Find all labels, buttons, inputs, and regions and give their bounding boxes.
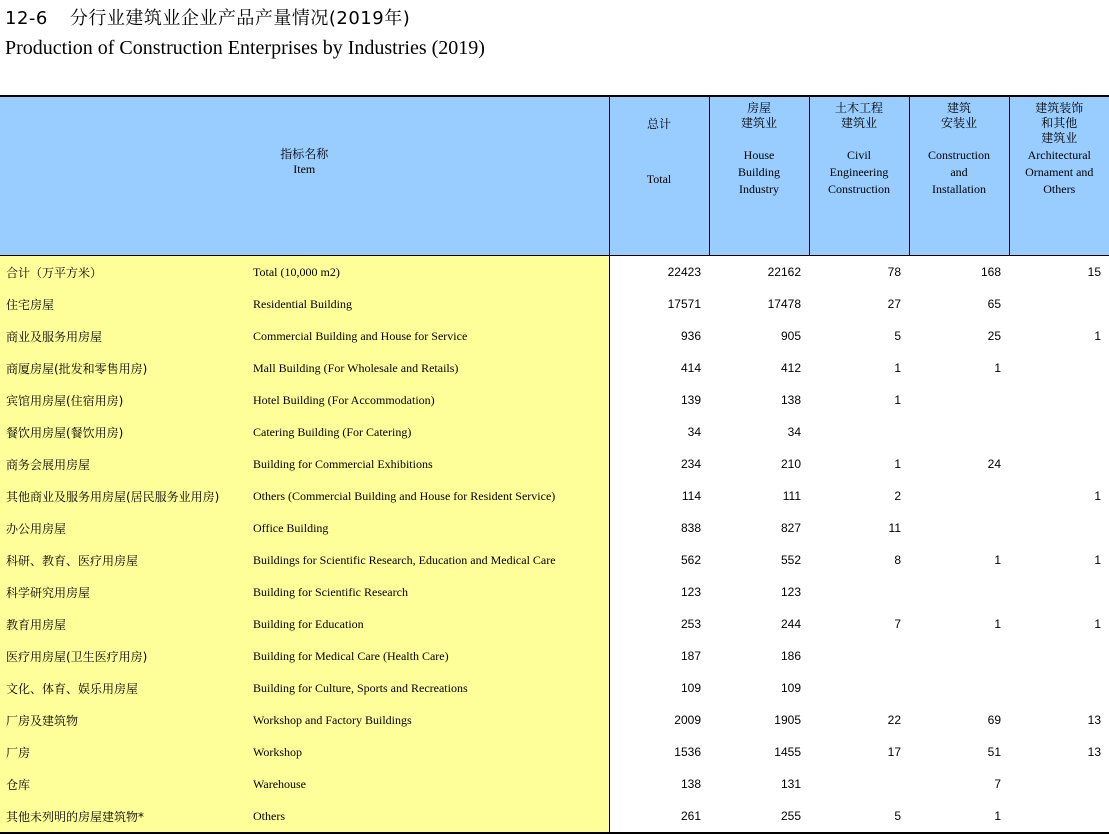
table-row xyxy=(0,416,1109,448)
header-civil-engineering-en: Civil Engineering Construction xyxy=(810,147,909,198)
header-total-cn: 总计 xyxy=(610,97,709,147)
row-label-en: Mall Building (For Wholesale and Retails) xyxy=(248,352,609,384)
cell-value: 253 xyxy=(609,608,709,640)
header-item-cn: 指标名称 xyxy=(180,145,428,162)
row-label-en: Buildings for Scientific Research, Education and Medical Care xyxy=(248,544,609,576)
header-installation-cn: 建筑 安装业 xyxy=(910,97,1009,147)
cell-value: 138 xyxy=(609,768,709,800)
cell-value: 51 xyxy=(909,736,1009,768)
table-row xyxy=(0,704,1109,736)
cell-value: 5 xyxy=(809,800,909,833)
cell-value xyxy=(1009,768,1109,800)
cell-value xyxy=(909,672,1009,704)
cell-value: 412 xyxy=(709,352,809,384)
cell-value: 11 xyxy=(809,512,909,544)
row-label-cn: 科学研究用房屋 xyxy=(0,576,248,608)
cell-value xyxy=(1009,640,1109,672)
cell-value: 1 xyxy=(809,448,909,480)
row-label-en: Building for Scientific Research xyxy=(248,576,609,608)
table-row xyxy=(0,736,1109,768)
cell-value: 138 xyxy=(709,384,809,416)
cell-value: 210 xyxy=(709,448,809,480)
cell-value: 168 xyxy=(909,256,1009,289)
row-label-cn: 商厦房屋(批发和零售用房) xyxy=(0,352,248,384)
cell-value: 1 xyxy=(909,608,1009,640)
header-item-en: Item xyxy=(124,162,485,177)
row-label-cn: 商业及服务用房屋 xyxy=(0,320,248,352)
cell-value: 234 xyxy=(609,448,709,480)
table-row xyxy=(0,800,1109,833)
header-civil-engineering xyxy=(809,96,909,256)
header-installation xyxy=(909,96,1009,256)
cell-value: 123 xyxy=(709,576,809,608)
cell-value: 187 xyxy=(609,640,709,672)
table-row xyxy=(0,384,1109,416)
header-house-building-en: House Building Industry xyxy=(710,147,809,198)
cell-value: 2 xyxy=(809,480,909,512)
cell-value: 22423 xyxy=(609,256,709,289)
page-title-en: Production of Construction Enterprises by Industries (2019) xyxy=(5,37,485,60)
row-label-cn: 其他未列明的房屋建筑物* xyxy=(0,800,248,833)
cell-value: 17478 xyxy=(709,288,809,320)
cell-value: 109 xyxy=(609,672,709,704)
row-label-en: Catering Building (For Catering) xyxy=(248,416,609,448)
cell-value: 22 xyxy=(809,704,909,736)
row-label-cn: 住宅房屋 xyxy=(0,288,248,320)
row-label-cn: 教育用房屋 xyxy=(0,608,248,640)
row-label-en: Workshop and Factory Buildings xyxy=(248,704,609,736)
header-house-building xyxy=(709,96,809,256)
cell-value xyxy=(909,640,1009,672)
cell-value: 1455 xyxy=(709,736,809,768)
row-label-en: Building for Medical Care (Health Care) xyxy=(248,640,609,672)
header-ornament-others xyxy=(1009,96,1109,256)
row-label-cn: 厂房 xyxy=(0,736,248,768)
row-label-cn: 合计（万平方米） xyxy=(0,256,248,289)
cell-value xyxy=(909,416,1009,448)
cell-value xyxy=(1009,800,1109,833)
row-label-en: Commercial Building and House for Service xyxy=(248,320,609,352)
page-title-cn xyxy=(5,4,410,30)
row-label-en: Workshop xyxy=(248,736,609,768)
cell-value xyxy=(809,640,909,672)
cell-value xyxy=(1009,384,1109,416)
cell-value xyxy=(1009,512,1109,544)
table-row xyxy=(0,640,1109,672)
cell-value: 13 xyxy=(1009,736,1109,768)
cell-value: 34 xyxy=(709,416,809,448)
cell-value xyxy=(1009,288,1109,320)
table-row xyxy=(0,576,1109,608)
row-label-en: Warehouse xyxy=(248,768,609,800)
row-label-en: Hotel Building (For Accommodation) xyxy=(248,384,609,416)
title-cn-text: 分行业建筑业企业产品产量情况(2019年) xyxy=(70,8,410,29)
cell-value: 1 xyxy=(809,352,909,384)
cell-value: 131 xyxy=(709,768,809,800)
row-label-en: Building for Education xyxy=(248,608,609,640)
row-label-cn: 科研、教育、医疗用房屋 xyxy=(0,544,248,576)
table-row xyxy=(0,320,1109,352)
cell-value: 22162 xyxy=(709,256,809,289)
table-header-row xyxy=(0,96,1109,256)
cell-value xyxy=(809,672,909,704)
cell-value: 17571 xyxy=(609,288,709,320)
table-row xyxy=(0,512,1109,544)
header-civil-engineering-cn: 土木工程 建筑业 xyxy=(810,97,909,147)
table-row xyxy=(0,448,1109,480)
row-label-en: Office Building xyxy=(248,512,609,544)
row-label-cn: 餐饮用房屋(餐饮用房) xyxy=(0,416,248,448)
cell-value xyxy=(909,384,1009,416)
cell-value: 838 xyxy=(609,512,709,544)
cell-value xyxy=(809,768,909,800)
row-label-en: Total (10,000 m2) xyxy=(248,256,609,289)
header-total-en: Total xyxy=(610,147,709,188)
table-number: 12-6 xyxy=(5,8,48,29)
row-label-cn: 厂房及建筑物 xyxy=(0,704,248,736)
table-row xyxy=(0,768,1109,800)
header-item xyxy=(0,96,609,256)
cell-value: 65 xyxy=(909,288,1009,320)
header-ornament-others-cn: 建筑装饰 和其他 建筑业 xyxy=(1010,97,1109,147)
cell-value: 24 xyxy=(909,448,1009,480)
cell-value: 109 xyxy=(709,672,809,704)
cell-value: 1 xyxy=(909,352,1009,384)
cell-value: 114 xyxy=(609,480,709,512)
cell-value: 562 xyxy=(609,544,709,576)
header-total xyxy=(609,96,709,256)
row-label-cn: 办公用房屋 xyxy=(0,512,248,544)
table-row xyxy=(0,544,1109,576)
row-label-cn: 仓库 xyxy=(0,768,248,800)
cell-value xyxy=(909,576,1009,608)
table-row xyxy=(0,256,1109,289)
cell-value xyxy=(809,416,909,448)
production-table xyxy=(0,95,1109,834)
header-ornament-others-en: Architectural Ornament and Others xyxy=(1010,147,1109,198)
cell-value: 1 xyxy=(809,384,909,416)
cell-value xyxy=(909,512,1009,544)
cell-value: 1 xyxy=(1009,608,1109,640)
cell-value: 552 xyxy=(709,544,809,576)
row-label-cn: 商务会展用房屋 xyxy=(0,448,248,480)
cell-value: 255 xyxy=(709,800,809,833)
cell-value xyxy=(1009,416,1109,448)
cell-value: 1 xyxy=(909,544,1009,576)
row-label-cn: 文化、体育、娱乐用房屋 xyxy=(0,672,248,704)
cell-value: 2009 xyxy=(609,704,709,736)
header-house-building-cn: 房屋 建筑业 xyxy=(710,97,809,147)
cell-value: 905 xyxy=(709,320,809,352)
cell-value: 261 xyxy=(609,800,709,833)
cell-value: 123 xyxy=(609,576,709,608)
cell-value: 414 xyxy=(609,352,709,384)
cell-value: 1 xyxy=(1009,320,1109,352)
cell-value: 1 xyxy=(909,800,1009,833)
row-label-cn: 医疗用房屋(卫生医疗用房) xyxy=(0,640,248,672)
cell-value xyxy=(1009,448,1109,480)
header-installation-en: Construction and Installation xyxy=(910,147,1009,198)
cell-value: 1 xyxy=(1009,544,1109,576)
row-label-en: Others xyxy=(248,800,609,833)
row-label-en: Building for Commercial Exhibitions xyxy=(248,448,609,480)
cell-value: 7 xyxy=(909,768,1009,800)
cell-value xyxy=(809,576,909,608)
cell-value: 1905 xyxy=(709,704,809,736)
cell-value: 111 xyxy=(709,480,809,512)
row-label-en: Building for Culture, Sports and Recreations xyxy=(248,672,609,704)
table-row xyxy=(0,352,1109,384)
table-row xyxy=(0,480,1109,512)
row-label-en: Others (Commercial Building and House for Resident Service) xyxy=(248,480,609,512)
table-row xyxy=(0,672,1109,704)
row-label-en: Residential Building xyxy=(248,288,609,320)
cell-value: 7 xyxy=(809,608,909,640)
cell-value xyxy=(909,480,1009,512)
table-row xyxy=(0,608,1109,640)
cell-value: 27 xyxy=(809,288,909,320)
cell-value: 1 xyxy=(1009,480,1109,512)
row-label-cn: 宾馆用房屋(住宿用房) xyxy=(0,384,248,416)
cell-value: 8 xyxy=(809,544,909,576)
cell-value: 13 xyxy=(1009,704,1109,736)
cell-value: 25 xyxy=(909,320,1009,352)
cell-value: 5 xyxy=(809,320,909,352)
cell-value: 827 xyxy=(709,512,809,544)
cell-value: 1536 xyxy=(609,736,709,768)
cell-value: 78 xyxy=(809,256,909,289)
table-body xyxy=(0,256,1109,834)
cell-value xyxy=(1009,352,1109,384)
table-row xyxy=(0,288,1109,320)
cell-value: 139 xyxy=(609,384,709,416)
cell-value: 186 xyxy=(709,640,809,672)
cell-value: 34 xyxy=(609,416,709,448)
row-label-cn: 其他商业及服务用房屋(居民服务业用房) xyxy=(0,480,248,512)
cell-value: 17 xyxy=(809,736,909,768)
cell-value xyxy=(1009,576,1109,608)
cell-value: 69 xyxy=(909,704,1009,736)
cell-value: 244 xyxy=(709,608,809,640)
cell-value xyxy=(1009,672,1109,704)
cell-value: 936 xyxy=(609,320,709,352)
cell-value: 15 xyxy=(1009,256,1109,289)
